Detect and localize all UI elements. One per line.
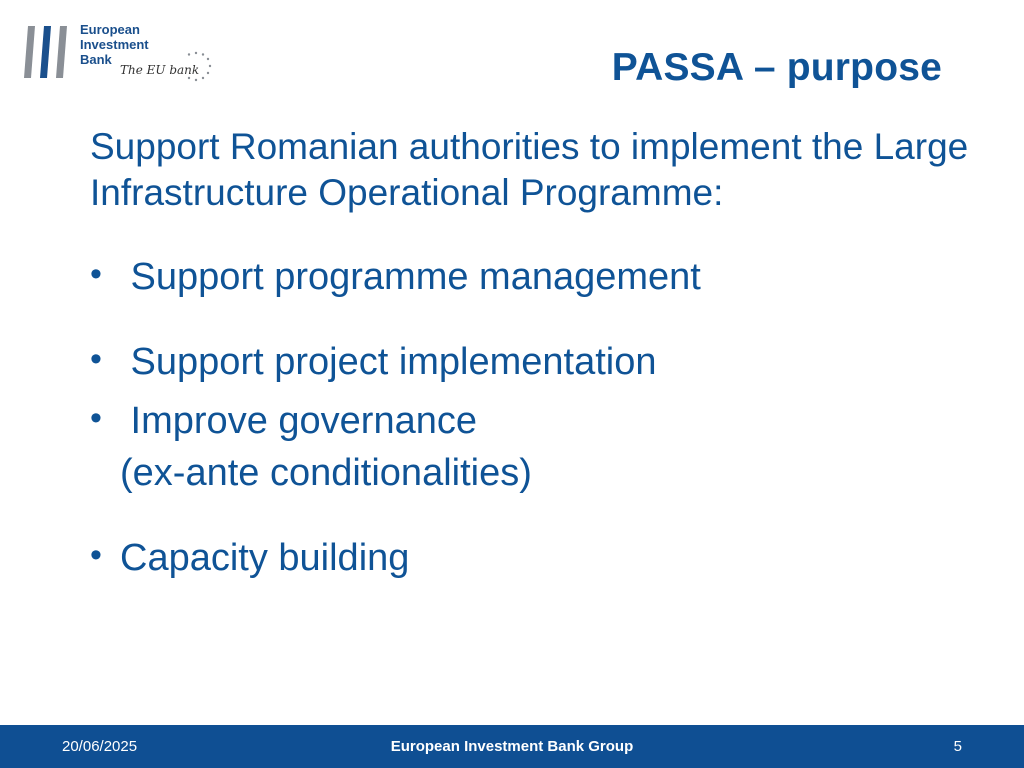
bullet-continuation: (ex-ante conditionalities) (120, 452, 532, 494)
slide-title: PASSA – purpose (611, 46, 942, 89)
bullet-text: Support project implementation (120, 341, 657, 383)
bullet-text: Support programme management (120, 256, 701, 298)
bullet-marker: • (90, 340, 102, 378)
footer-date: 20/06/2025 (62, 738, 138, 755)
logo-wordmark (80, 22, 149, 67)
logo-line-2: Investment (80, 37, 149, 52)
bullet-marker: • (90, 399, 102, 437)
logo-tagline: The EU bank (120, 63, 200, 77)
bullet-item (90, 256, 701, 299)
eib-logo (22, 22, 212, 92)
logo-line-3: Bank (80, 52, 112, 67)
bullet-text: Capacity building (120, 537, 410, 579)
footer-organization: European Investment Bank Group (390, 738, 634, 755)
bullet-marker: • (90, 536, 102, 574)
bullet-item (90, 400, 477, 443)
logo-line-1: European (80, 22, 140, 37)
page-number: 5 (953, 738, 962, 755)
bullet-marker: • (90, 255, 102, 293)
eib-logo-bars-icon (22, 24, 74, 80)
bullet-text: Improve governance (120, 400, 477, 442)
intro-text: Support Romanian authorities to implement the Large Infrastructure Operational Programme: (90, 126, 969, 213)
footer-bar (0, 725, 1024, 768)
bullet-item (90, 537, 409, 580)
bullet-item (90, 341, 657, 384)
